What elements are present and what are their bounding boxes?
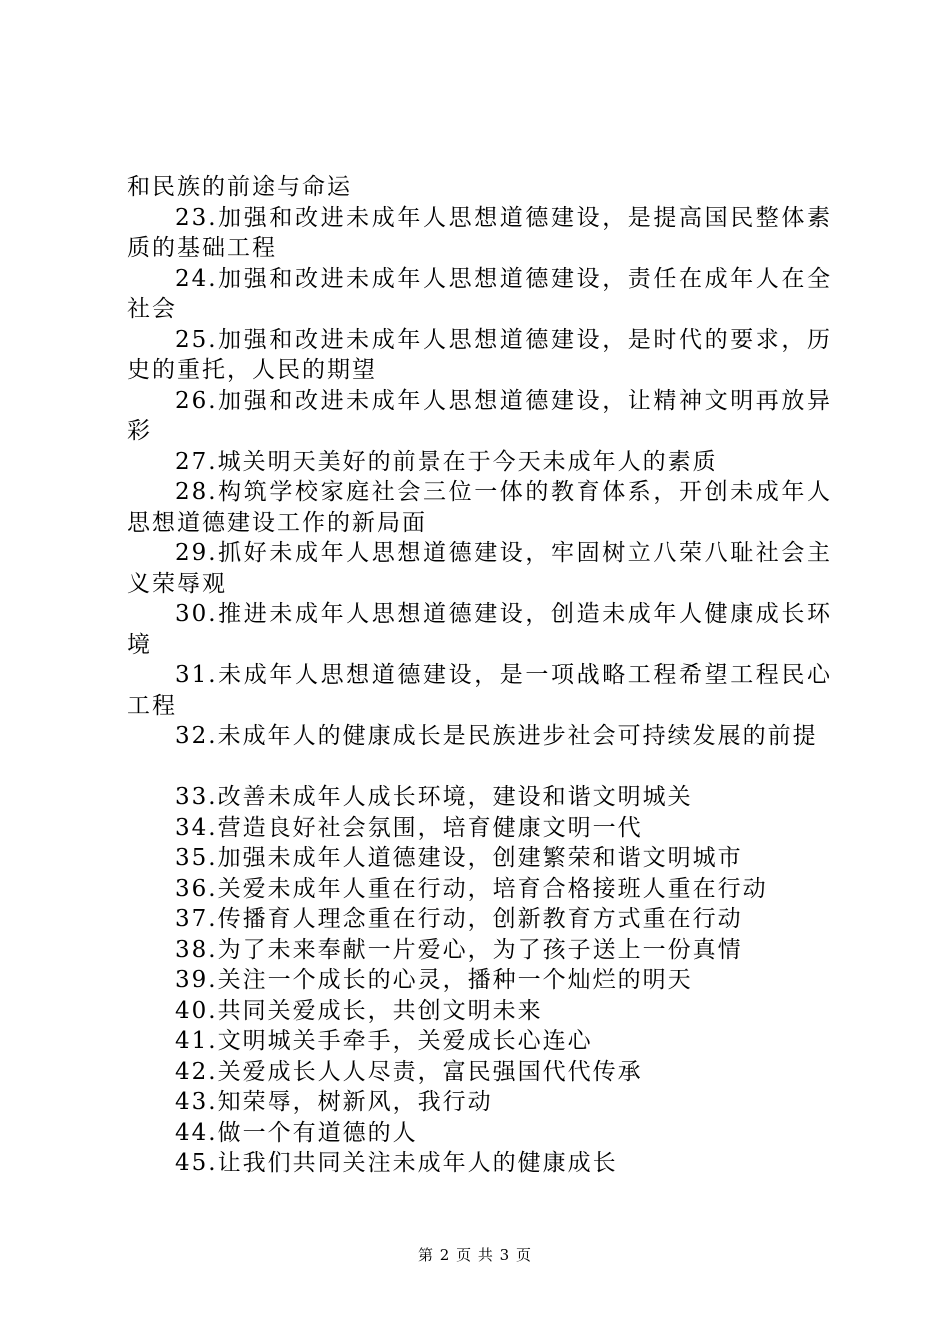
slogan-item-37: 37.传播育人理念重在行动，创新教育方式重在行动 — [175, 906, 743, 932]
slogan-item-40: 40.共同关爱成长，共创文明未来 — [175, 997, 543, 1024]
slogan-item-36: 36.关爱未成年人重在行动，培育合格接班人重在行动 — [175, 875, 768, 902]
slogan-item-34: 34.营造良好社会氛围，培育健康文明一代 — [175, 814, 643, 841]
slogan-item-28: 28.构筑学校家庭社会三位一体的教育体系，开创未成年人思想道德建设工作的新局面 — [127, 479, 832, 536]
slogan-item-32: 32.未成年人的健康成长是民族进步社会可持续发展的前提 — [175, 723, 818, 749]
slogan-item-23: 23.加强和改进未成年人思想道德建设，是提高国民整体素质的基础工程 — [127, 204, 832, 261]
page-number-footer: 第 2 页 共 3 页 — [418, 1246, 532, 1264]
slogan-item-42: 42.关爱成长人人尽责，富民强国代代传承 — [175, 1058, 643, 1085]
slogan-item-24: 24.加强和改进未成年人思想道德建设，责任在成年人在全社会 — [127, 265, 832, 322]
slogan-item-27: 27.城关明天美好的前景在于今天未成年人的素质 — [175, 448, 718, 475]
slogan-item-41: 41.文明城关手牵手，关爱成长心连心 — [175, 1028, 593, 1054]
slogan-item-39: 39.关注一个成长的心灵，播种一个灿烂的明天 — [175, 967, 693, 993]
slogan-item-25: 25.加强和改进未成年人思想道德建设，是时代的要求，历史的重托，人民的期望 — [127, 326, 832, 383]
slogan-item-35: 35.加强未成年人道德建设，创建繁荣和谐文明城市 — [175, 845, 743, 871]
slogan-item-29: 29.抓好未成年人思想道德建设，牢固树立八荣八耻社会主义荣辱观 — [127, 540, 832, 597]
paragraph: 和民族的前途与命运 — [127, 174, 352, 200]
slogan-item-30: 30.推进未成年人思想道德建设，创造未成年人健康成长环境 — [127, 601, 832, 658]
slogan-item-31: 31.未成年人思想道德建设，是一项战略工程希望工程民心工程 — [127, 662, 832, 719]
slogan-item-38: 38.为了未来奉献一片爱心，为了孩子送上一份真情 — [175, 936, 743, 963]
slogan-item-43: 43.知荣辱，树新风，我行动 — [175, 1089, 493, 1115]
slogan-item-45: 45.让我们共同关注未成年人的健康成长 — [175, 1150, 618, 1176]
slogan-item-44: 44.做一个有道德的人 — [175, 1119, 418, 1146]
document-body — [127, 172, 832, 1179]
slogan-item-33: 33.改善未成年人成长环境，建设和谐文明城关 — [175, 784, 693, 810]
slogan-item-26: 26.加强和改进未成年人思想道德建设，让精神文明再放异彩 — [127, 387, 832, 444]
